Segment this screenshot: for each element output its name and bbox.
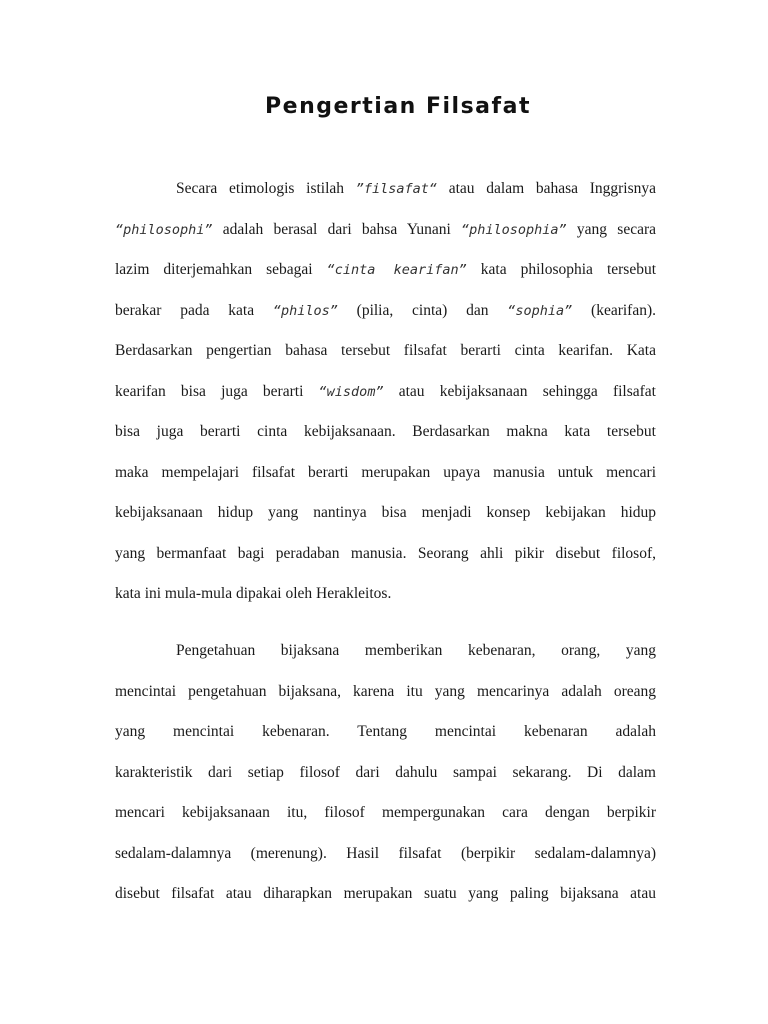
italic-term: ”filsafat“ (355, 181, 438, 197)
text-line (115, 382, 656, 423)
text-line (115, 641, 656, 682)
text-run: atau dalam bahasa Inggrisnya (437, 180, 656, 197)
text-line (115, 341, 656, 382)
text-line (115, 844, 656, 885)
text-run: karakteristik dari setiap filosof dari dahulu sampai sekarang. Di dalam (115, 763, 656, 781)
text-line (115, 463, 656, 504)
italic-term: “cinta kearifan” (326, 262, 467, 278)
text-run: kata philosophia tersebut (466, 261, 657, 278)
text-line (115, 544, 656, 585)
paragraph-2 (115, 641, 656, 925)
text-run: atau kebijaksanaan sehingga filsafat (383, 382, 656, 400)
text-run: lazim diterjemahkan sebagai (115, 261, 327, 278)
italic-term: “philos” (272, 302, 338, 319)
text-line (115, 584, 656, 625)
text-run: (pilia, cinta) dan (337, 301, 508, 319)
text-run: kata ini mula-mula dipakai oleh Herakleitos. (115, 585, 392, 602)
text-run: Berdasarkan pengertian bahasa tersebut filsafat berarti cinta kearifan. Kata (115, 342, 656, 359)
text-run: maka mempelajari filsafat berarti merupakan upaya manusia untuk mencari (115, 463, 656, 481)
text-run: bisa juga berarti cinta kebijaksanaan. Berdasarkan makna kata tersebut (115, 423, 656, 440)
text-run: (kearifan). (572, 301, 657, 319)
text-line (115, 763, 656, 804)
italic-term: “sophia” (507, 302, 573, 319)
text-line (115, 179, 656, 220)
text-run: mencintai pengetahuan bijaksana, karena itu yang mencarinya adalah oreang (115, 682, 656, 700)
text-run: Secara etimologis istilah (176, 180, 356, 197)
text-run: mencari kebijaksanaan itu, filosof mempergunakan cara dengan berpikir (115, 804, 656, 821)
text-line (115, 803, 656, 844)
text-run: kearifan bisa juga berarti (115, 382, 319, 400)
text-line (115, 722, 656, 763)
text-line (115, 503, 656, 544)
text-run: yang bermanfaat bagi peradaban manusia. Seorang ahli pikir disebut filosof, (115, 544, 656, 562)
text-run: yang secara (566, 220, 656, 238)
text-line (115, 682, 656, 723)
text-run: kebijaksanaan hidup yang nantinya bisa menjadi konsep kebijakan hidup (115, 504, 656, 521)
text-run: Pengetahuan bijaksana memberikan kebenaran, orang, yang (176, 642, 656, 659)
text-run: berakar pada kata (115, 301, 273, 319)
text-line (115, 301, 656, 342)
text-line (115, 884, 656, 925)
text-run: adalah berasal dari bahsa Yunani (212, 220, 462, 238)
text-line (115, 260, 656, 301)
italic-term: “wisdom” (318, 383, 384, 400)
text-line (115, 220, 656, 261)
text-line (115, 422, 656, 463)
text-run: disebut filsafat atau diharapkan merupakan suatu yang paling bijaksana atau (115, 885, 656, 902)
text-run: yang mencintai kebenaran. Tentang mencintai kebenaran adalah (115, 723, 656, 740)
paragraph-1 (115, 179, 656, 625)
italic-term: “philosophi” (115, 221, 213, 238)
text-run: sedalam-dalamnya (merenung). Hasil filsafat (berpikir sedalam-dalamnya) (115, 844, 656, 862)
italic-term: “philosophia” (461, 221, 567, 238)
page-title: Pengertian Filsafat (265, 94, 531, 119)
